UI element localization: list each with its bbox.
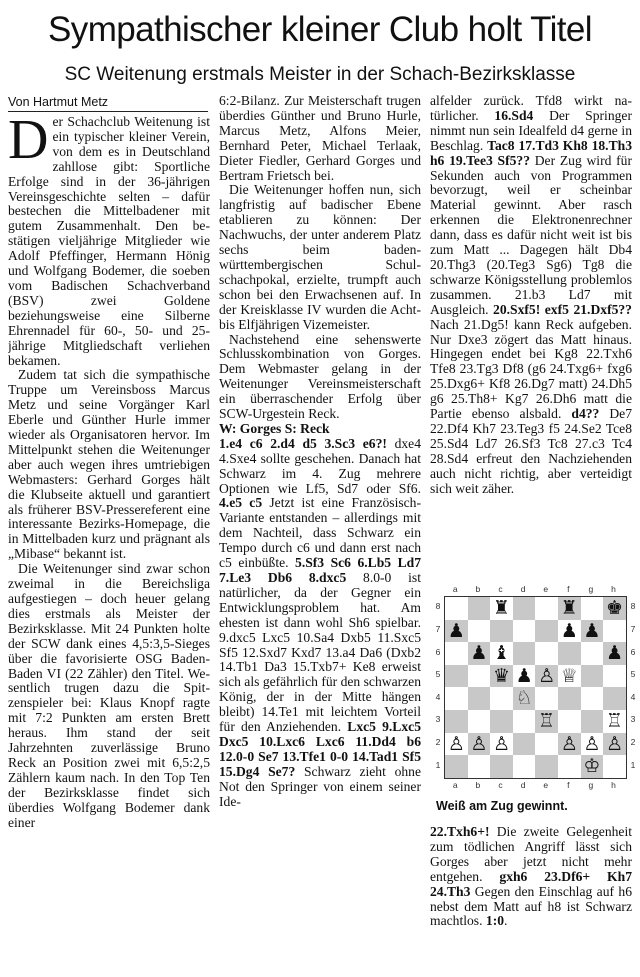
white-rook-icon: ♖: [538, 710, 556, 732]
moves: 20.Sxf5! exf5 21.Dxf5??: [493, 301, 632, 317]
file-label: g: [588, 780, 594, 790]
rank-label: 8: [630, 601, 636, 612]
board-square: [535, 642, 558, 665]
rank-label: 3: [435, 714, 441, 725]
white-pawn-icon: ♙: [583, 732, 601, 755]
board-square: [603, 620, 626, 643]
article-column-1: [8, 115, 210, 975]
comment: Gegen den Einschlag auf h6 nebst dem Matt auf h8 ist Schwarz machtlos.: [430, 883, 632, 929]
board-square: [581, 665, 604, 688]
comment: dxe4 4.Sxe4 sollte geschehen. Danach hat Schwarz im 4. Zug mehrere Optionen wie Lf5, Sd7 oder Sf6.: [219, 435, 421, 496]
rank-label: 4: [435, 691, 441, 702]
comment: .: [504, 913, 508, 929]
board-square: [558, 642, 581, 665]
black-pawn-icon: ♟: [447, 619, 465, 642]
rank-label: 3: [630, 714, 636, 725]
white-pawn-icon: ♙: [605, 732, 623, 755]
paragraph: Nachstehend eine sehenswerte Schlusskombination von Gorges. Dem Webmaster gelang in der Weitenunger Vereinsmeisterschaft ein überraschender Erfolg über SCW-Urgestein Reck.: [219, 331, 421, 422]
paragraph: Die Weitenunger hoffen nun, sich langfristig auf badischer Ebene etablieren zu können: Der Nachwuchs, der unter anderem Platz sechs beim baden-württembergischen Schulschachpokal, erzielte, trumpft auch schon bei den Erwachsenen auf. In der Kreisklasse IV wurden die Acht- bis Elfjährigen Vizemeister.: [219, 182, 421, 332]
moves: 5.Sf3 Sc6 6.Lb5 Ld7 7.Le3 Db6 8.dxc5: [219, 555, 421, 585]
black-bishop-icon: ♝: [492, 642, 510, 665]
board-square: [535, 687, 558, 710]
board-square: [513, 620, 536, 643]
drop-cap: D: [8, 115, 49, 171]
paragraph: 6:2-Bilanz. Zur Meisterschaft trugen überdies Günther und Bruno Hurle, Marcus Metz, Alfons Meier, Bernhard Peter, Michael Terlaak, Dieter Fiedler, Gerhard Gorges und Bertram Frietsch bei.: [219, 94, 421, 183]
file-label: e: [543, 780, 549, 790]
comment: Nach 21.Dg5! kann Reck aufgeben. Nur Dxe3 zögert das Matt hinaus. Hingegen endet bei Kg8 22.Txh6 Tfe8 23.Tg3 Df8 (g6 24.Txg6+ fxg6 25.Dxg6+ Kf8 26.Dg7 matt) 24.Dh5 g6 25.Th8+ Kg7 26.Dh6 matt die Partie ebenso alsbald.: [430, 316, 632, 422]
rank-label: 2: [435, 736, 441, 747]
board-square: [468, 710, 491, 733]
board-square: [535, 620, 558, 643]
game-notation: [219, 437, 421, 810]
black-queen-icon: ♛: [492, 664, 510, 687]
moves: Lxc5 9.Lxc5 Dxc5 10.Lxc6 Lxc6 11.Dd4 b6 12.0-0 Se7 13.Tfe1 0-0 14.Tad1 Sf5 15.Dg4 Se7?: [219, 719, 421, 779]
black-rook-icon: ♜: [492, 597, 510, 619]
file-label: d: [520, 780, 526, 790]
moves: gxh6 23.Df6+ Kh7 24.Th3: [430, 868, 632, 899]
article-column-2: [219, 94, 421, 974]
board-square: [468, 620, 491, 643]
article-column-3: [430, 94, 632, 569]
board-square: [603, 665, 626, 688]
rank-label: 7: [435, 623, 441, 634]
rank-label: 5: [630, 669, 636, 680]
article-column-3-continued: [430, 825, 632, 977]
file-label: a: [452, 780, 458, 790]
paragraph: Die Weitenunger sind zwar schon zweimal in die Bereichsliga aufgestiegen – doch heuer gelang dies erstmals als Meister der Bezirksklasse. Mit 24 Punkten holte der SCW dank eines 4,5:3,5-Sieges über die favorisierte OSG Baden-Baden VI (22 Zähler) den Titel. Wesentlich trugen dazu die Spitzenspieler bei: Klaus Knopf ragte mit 7:2 Punkten am ersten Brett heraus. Ihm stand der seit Jahrzehnten zuverlässige Bruno Reck an Position zwei mit 6,5:2,5 Zählern kaum nach. In den Top Ten der Bezirksklasse findet sich überdies Wolfgang Bodemer dank einer: [8, 561, 210, 830]
comment: 8.0-0 ist natürlicher, da der Gegner ein Entwicklungsproblem hat. Am ehesten ist dann wohl Sh6 spielbar. 9.dxc5 Lxc5 10.Sa4 Dxb5 11.Sxc5 Sf5 12.Sxd7 Kxd7 13.a4 Da6 (Dxb2 14.Tb1 Da3 15.Txb7+ Ke8 erweist sich als gefährlich für den schwarzen König, der in der Mitte hängen bleibt) 14.Te1 mit leichtem Vorteil für den Anziehenden.: [219, 570, 421, 735]
comment: Schwarz zieht ohne Not den Springer von einem seiner Ide-: [219, 763, 421, 809]
file-label: g: [588, 584, 594, 594]
chess-board: [444, 596, 627, 779]
board-square: [468, 597, 491, 620]
diagram-caption: Weiß am Zug gewinnt.: [436, 799, 568, 813]
board-square: [513, 710, 536, 733]
white-rook-icon: ♖: [605, 710, 623, 732]
file-label: h: [611, 584, 616, 594]
board-square: [603, 687, 626, 710]
black-pawn-icon: ♟: [605, 642, 623, 665]
board-square: [445, 687, 468, 710]
article-subheadline: SC Weitenung erstmals Meister in der Schach-Bezirksklasse: [64, 64, 576, 85]
board-square: [468, 755, 491, 778]
board-square: [445, 710, 468, 733]
moves: d4??: [571, 406, 600, 422]
file-label: c: [498, 780, 503, 790]
board-square: [490, 710, 513, 733]
white-knight-icon: ♘: [515, 687, 533, 710]
white-pawn-icon: ♙: [538, 664, 556, 687]
board-square: [490, 755, 513, 778]
board-square: [445, 665, 468, 688]
comment: Die zweite Gelegenheit zum tödlichen Angriff lässt sich Gorges aber jetzt nicht mehr entgehen.: [430, 825, 632, 884]
rank-label: 5: [435, 669, 441, 680]
board-square: [445, 642, 468, 665]
rank-label: 7: [630, 623, 636, 634]
file-label: e: [543, 584, 549, 594]
file-label: b: [475, 584, 481, 594]
board-square: [468, 687, 491, 710]
moves: 4.e5 c5: [219, 495, 263, 511]
board-square: [581, 687, 604, 710]
board-square: [513, 733, 536, 756]
file-label: c: [498, 584, 503, 594]
board-square: [513, 597, 536, 620]
file-label: f: [567, 780, 570, 790]
board-square: [468, 665, 491, 688]
result: 1:0: [485, 913, 505, 929]
white-queen-icon: ♕: [560, 664, 578, 687]
white-pawn-icon: ♙: [492, 732, 510, 755]
white-pawn-icon: ♙: [560, 732, 578, 755]
file-label: b: [475, 780, 481, 790]
moves: 16.Sd4: [494, 107, 534, 123]
board-square: [445, 755, 468, 778]
board-square: [535, 597, 558, 620]
board-square: [513, 642, 536, 665]
paragraph: [8, 115, 210, 368]
board-square: [558, 687, 581, 710]
black-pawn-icon: ♟: [560, 619, 578, 642]
article-headline: Sympathischer kleiner Club holt Titel: [48, 10, 592, 49]
comment: alfelder zurück. Tfd8 wirkt natürlicher.: [430, 94, 632, 123]
paragraph: Zudem tat sich die sympathische Truppe um Vereinsboss Marcus Metz und seine Vorgänger Karl Eberle und Günther Hurle immer wieder als Organisatoren hervor. Im Mittelpunkt stehen die Weitenunger aber auch wegen ihres umtriebigen Webmasters: Gerhard Gorges hält die Klubseite aktuell und garantiert als früherer BSV-Pressereferent eine interessante Bezirks-Homepage, die in Mittelbaden kurz und prägnant als „Mibase“ bekannt ist.: [8, 367, 210, 562]
comment: Jetzt ist eine Französisch-Variante entstanden – allerdings mit dem Nachteil, dass Schwarz ein Tempo durch c6 und dann erst nach c5 einbüßte.: [219, 495, 421, 571]
board-square: [490, 687, 513, 710]
moves: Tac8 17.Td3 Kh8 18.Th3 h6 19.Tee3 Sf5??: [430, 137, 632, 168]
comment: Der Springer nimmt nun sein Idealfeld d4 gerne in Beschlag.: [430, 107, 632, 153]
board-square: [558, 710, 581, 733]
board-square: [535, 733, 558, 756]
black-rook-icon: ♜: [560, 597, 578, 619]
rank-label: 4: [630, 691, 636, 702]
black-king-icon: ♚: [605, 597, 623, 619]
white-pawn-icon: ♙: [470, 732, 488, 755]
moves: 22.Txh6+!: [430, 825, 490, 839]
paragraph-text: er Schachclub Weitenung ist ein typischer kleiner Verein, von dem es in Deutschland zahllose gibt: Sportliche Erfolge sind in der 36-jährigen Vereinsgeschichte selten – dafür bestechen die Mittelbadener mit gutem Zusammenhalt. Den bestätigen vieljährige Mitglieder wie Adolf Pfeffinger, Hermann Hönig und Wolfgang Bodemer, die soeben vom Badischen Schachverband (BSV) zwei Goldene beziehungsweise eine Silberne Ehrennadel für 60-, 50- und 25-jährige Mitgliedschaft verliehen bekamen.: [8, 115, 210, 368]
rank-label: 1: [630, 759, 636, 770]
game-notation: [430, 94, 632, 496]
rank-label: 2: [630, 736, 636, 747]
comment: Der Zug wird für Sekunden auch von Programmen bevorzugt, weil er scheinbar Material gewinnt. Aber rasch erkennen die Elektronenrechner dann, dass es dafür nicht weit ist bis zum Matt ... Dagegen hält Db4 20.Thg3 (20.Teg3 Sg6) Tg8 die schwarze Königsstellung problemlos zusammen. 21.b3 Ld7 mit Ausgleich.: [430, 152, 632, 317]
board-square: [535, 755, 558, 778]
file-label: a: [452, 584, 458, 594]
byline: Von Hartmut Metz: [8, 94, 208, 112]
board-square: [603, 755, 626, 778]
file-label: d: [520, 584, 526, 594]
board-square: [445, 597, 468, 620]
file-label: h: [611, 780, 616, 790]
white-pawn-icon: ♙: [447, 732, 465, 755]
white-king-icon: ♔: [583, 755, 601, 778]
rank-label: 1: [435, 759, 441, 770]
black-pawn-icon: ♟: [515, 664, 533, 687]
board-square: [558, 755, 581, 778]
game-notation: [430, 825, 632, 929]
board-square: [513, 755, 536, 778]
board-square: [581, 642, 604, 665]
board-square: [581, 597, 604, 620]
black-pawn-icon: ♟: [470, 642, 488, 665]
black-pawn-icon: ♟: [583, 619, 601, 642]
file-label: f: [567, 584, 570, 594]
chess-diagram: [432, 582, 638, 794]
moves: 1.e4 c6 2.d4 d5 3.Sc3 e6?!: [219, 435, 387, 451]
rank-label: 8: [435, 601, 441, 612]
rank-label: 6: [435, 646, 441, 657]
rank-label: 6: [630, 646, 636, 657]
comment: De7 22.Df4 Kh7 23.Teg3 f5 24.Se2 Tce8 25.Sd4 Ld7 26.Sf3 Tc8 27.c3 Tc4 28.Sd4 erfreut den Nachziehenden auch nicht richtig, aber verteidigt sich weit zäher.: [430, 406, 632, 496]
board-square: [490, 620, 513, 643]
game-header: W: Gorges S: Reck: [219, 420, 330, 436]
board-square: [581, 710, 604, 733]
